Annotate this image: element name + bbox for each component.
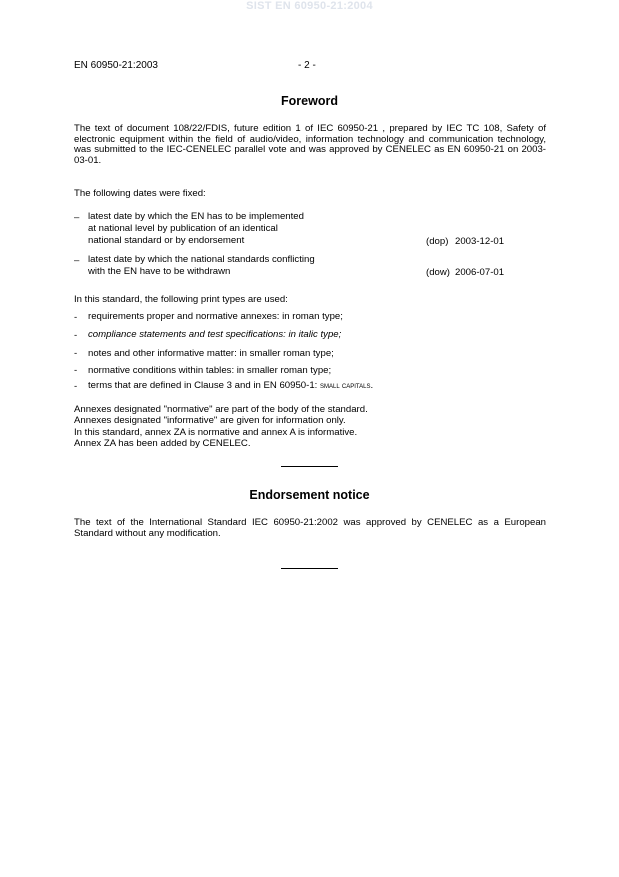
print-type-notes: notes and other informative matter: in smaller roman type; <box>88 348 334 359</box>
dates-item-line: at national level by publication of an identical <box>88 223 278 234</box>
dates-item-line: latest date by which the national standards conflicting <box>88 254 315 265</box>
annex-line: In this standard, annex ZA is normative and annex A is informative. <box>74 427 358 438</box>
dates-item-line: national standard or by endorsement <box>88 235 245 246</box>
dow-date: 2006-07-01 <box>455 267 505 278</box>
print-type-dash: - <box>74 312 78 323</box>
print-type-small-capitals <box>88 381 373 392</box>
dates-item-dash: – <box>74 255 80 266</box>
page-number: - 2 - <box>298 60 316 71</box>
print-type-tables: normative conditions within tables: in smaller roman type; <box>88 365 332 376</box>
print-type-dash: - <box>74 365 78 376</box>
print-types-intro: In this standard, the following print types are used: <box>74 294 288 305</box>
print-type-roman: requirements proper and normative annexes: in roman type; <box>88 311 343 322</box>
dop-code: (dop) <box>426 236 449 247</box>
dates-item-dash: – <box>74 212 80 223</box>
print-type-italic: compliance statements and test specifications: in italic type; <box>88 329 342 340</box>
dow-code: (dow) <box>426 267 450 278</box>
foreword-title: Foreword <box>281 94 338 108</box>
endorsement-paragraph: The text of the International Standard IEC 60950-21:2002 was approved by CENELEC as a European Standard without any modification. <box>74 517 546 539</box>
dates-intro: The following dates were fixed: <box>74 188 206 199</box>
endorsement-title: Endorsement notice <box>249 488 370 502</box>
dop-date: 2003-12-01 <box>455 236 505 247</box>
annex-line: Annexes designated "informative" are given for information only. <box>74 415 346 426</box>
annex-line: Annexes designated "normative" are part of the body of the standard. <box>74 404 368 415</box>
print-type-dash: - <box>74 381 78 392</box>
print-type-dash: - <box>74 348 78 359</box>
dates-item-line: with the EN have to be withdrawn <box>88 266 231 277</box>
watermark-text: SIST EN 60950-21:2004 <box>246 0 373 12</box>
print-type-terms-end: . <box>370 380 374 391</box>
section-divider <box>281 568 338 569</box>
annex-line: Annex ZA has been added by CENELEC. <box>74 438 251 449</box>
small-capitals-sample: small capitals <box>320 381 371 390</box>
print-type-terms-text: terms that are defined in Clause 3 and in EN 60950-1: <box>88 380 320 391</box>
section-divider <box>281 466 338 467</box>
foreword-intro-paragraph: The text of document 108/22/FDIS, future edition 1 of IEC 60950-21 , prepared by IEC TC 108, Safety of electronic equipment within the field of audio/video, information technology and communication technology, was submitted to the IEC-CENELEC parallel vote and was approved by CENELEC as EN 60950-21 on 2003-03-01. <box>74 123 546 166</box>
print-type-dash: - <box>74 330 78 341</box>
dates-item-line: latest date by which the EN has to be implemented <box>88 211 304 222</box>
document-id: EN 60950-21:2003 <box>74 60 158 71</box>
